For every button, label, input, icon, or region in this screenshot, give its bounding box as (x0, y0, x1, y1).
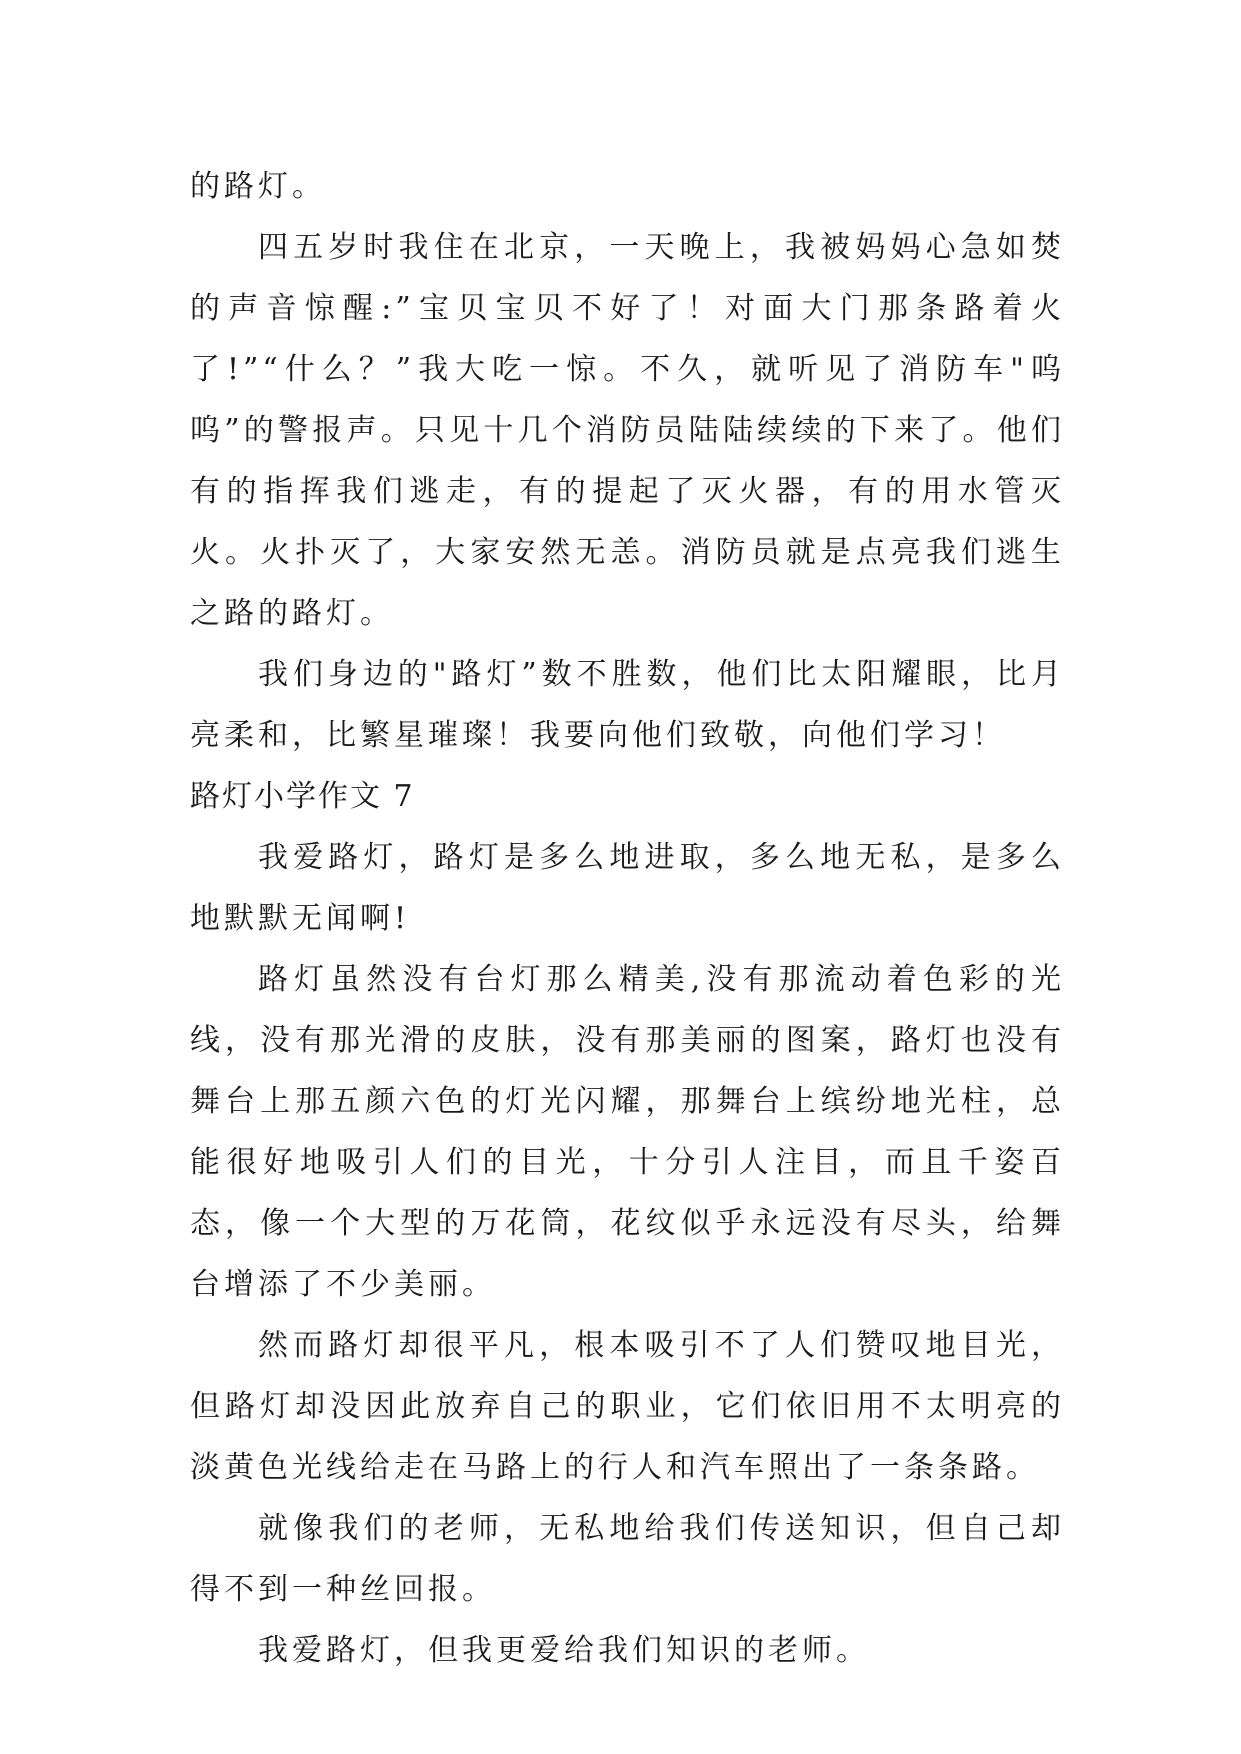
paragraph-teacher: 就像我们的老师，无私地给我们传送知识，但自己却得不到一种丝回报。 (190, 1511, 1065, 1607)
article-body (190, 156, 1065, 1681)
paragraph-continuation: 的路灯。 (190, 169, 326, 204)
paragraph-comparison: 路灯虽然没有台灯那么精美,没有那流动着色彩的光线，没有那光滑的皮肤，没有那美丽的图案，路灯也没有舞台上那五颜六色的灯光闪耀，那舞台上缤纷地光柱，总能很好地吸引人们的目光，十分引人注目，而且千姿百态，像一个大型的万花筒，花纹似乎永远没有尽头，给舞台增添了不少美丽。 (190, 962, 1065, 1302)
paragraph-firefighters: 四五岁时我住在北京，一天晚上，我被妈妈心急如焚的声音惊醒:”宝贝宝贝不好了！对面大门那条路着火了!”“什么？”我大吃一惊。不久，就听见了消防车"呜呜”的警报声。只见十几个消防员陆陆续续的下来了。他们有的指挥我们逃走，有的提起了灭火器，有的用水管灭火。火扑灭了，大家安然无恙。消防员就是点亮我们逃生之路的路灯。 (190, 230, 1065, 631)
paragraph-ordinary: 然而路灯却很平凡，根本吸引不了人们赞叹地目光，但路灯却没因此放弃自己的职业，它们依旧用不太明亮的淡黄色光线给走在马路上的行人和汽车照出了一条条路。 (190, 1328, 1065, 1485)
section-heading: 路灯小学作文 7 (190, 779, 415, 814)
paragraph-love-streetlight: 我爱路灯，路灯是多么地进取，多么地无私，是多么地默默无闻啊! (190, 840, 1065, 936)
paragraph-tribute: 我们身边的"路灯”数不胜数，他们比太阳耀眼，比月亮柔和，比繁星璀璨！我要向他们致敬，向他们学习！ (190, 657, 1065, 753)
paragraph-conclusion: 我爱路灯，但我更爱给我们知识的老师。 (258, 1633, 870, 1668)
